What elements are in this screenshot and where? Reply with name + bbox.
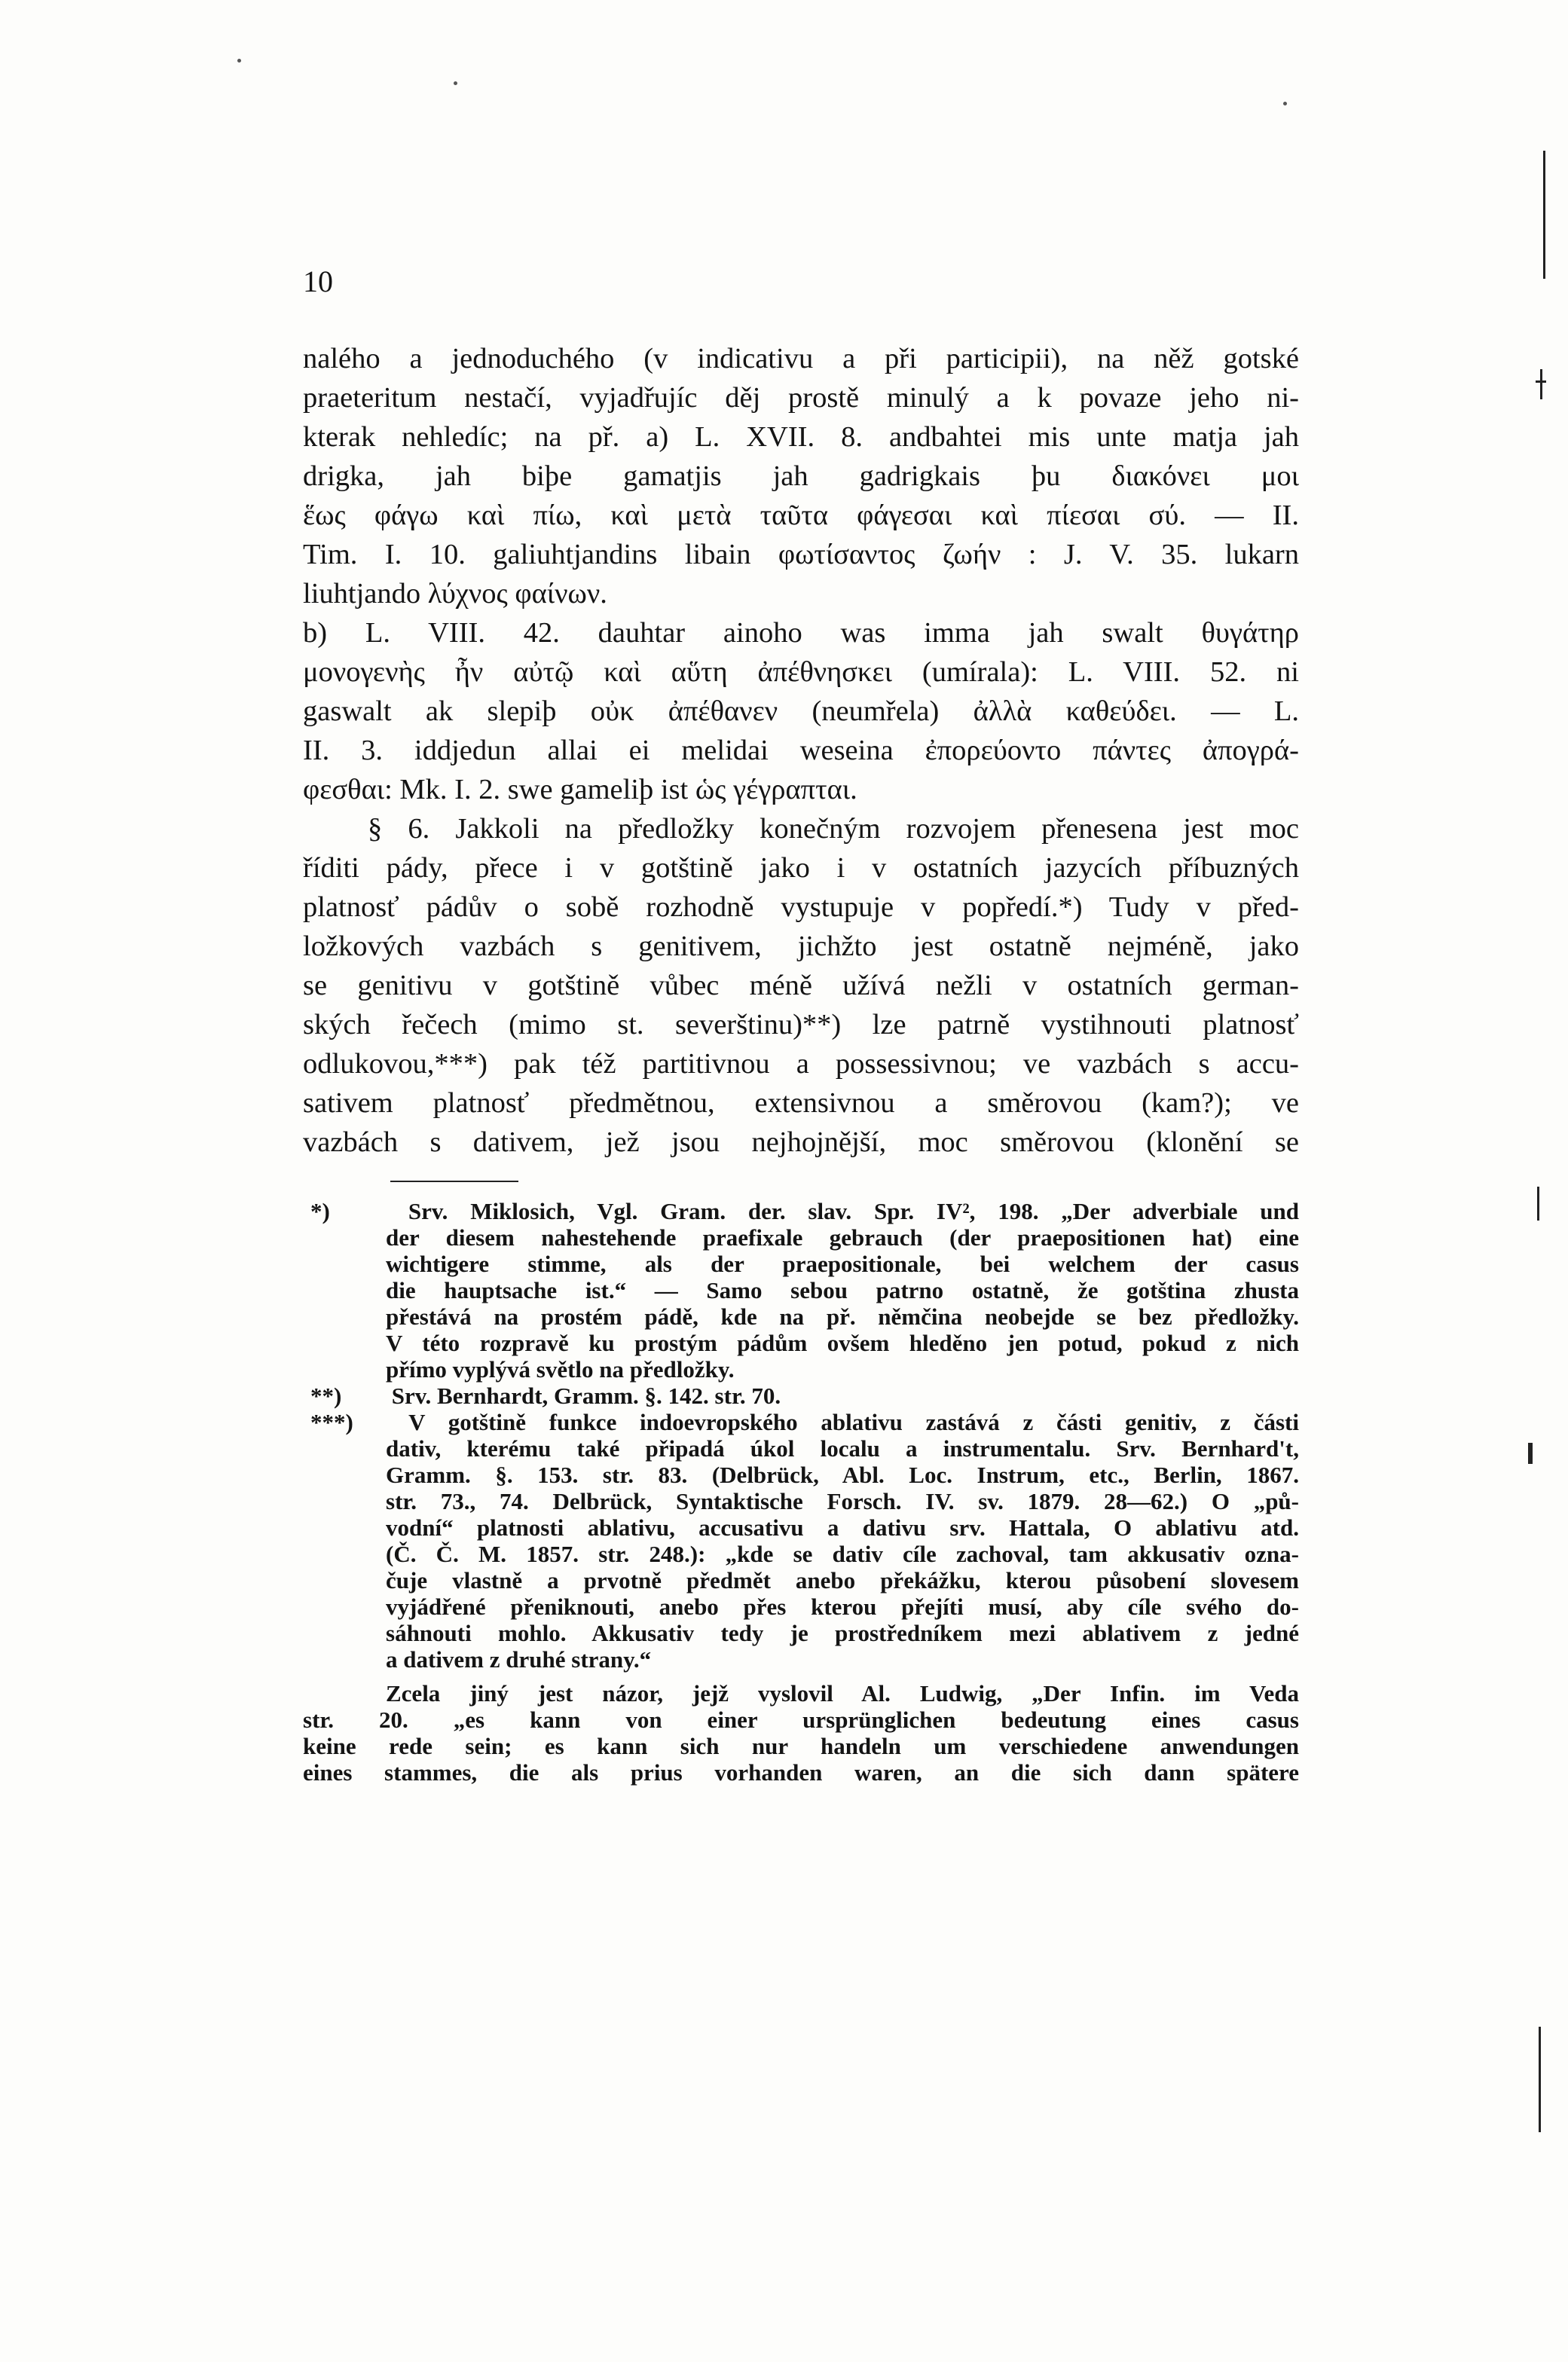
footnote-line: eines stammes, die als prius vorhanden waren, an die sich dann spätere [303,1759,1299,1786]
footnote-3 [303,1409,1299,1673]
footnote-line: Gramm. §. 153. str. 83. (Delbrück, Abl. Loc. Instrum, etc., Berlin, 1867. [386,1462,1299,1488]
scan-edge-mark [1528,1443,1533,1464]
footnote-line: vyjádřené přeniknouti, anebo přes kterou přejíti musí, aby cíle svého do- [386,1594,1299,1620]
footnote-2 [303,1383,1299,1409]
footnote-marker: **) [310,1383,342,1409]
footnote-line: str. 73., 74. Delbrück, Syntaktische Forsch. IV. sv. 1879. 28—62.) O „pů- [386,1488,1299,1514]
text-line: kterak nehledíc; na př. a) L. XVII. 8. andbahtei mis unte matja jah [303,421,1299,453]
footnote-line: vodní“ platnosti ablativu, accusativu a dativu srv. Hattala, O ablativu atd. [386,1514,1299,1541]
scan-edge-mark [1540,369,1542,399]
text-line: liuhtjando λύχνος φαίνων. [303,578,607,610]
text-line: μονογενὴς ἦν αὐτῷ καὶ αὕτη ἀπέθνησκει (umírala): L. VIII. 52. ni [303,656,1299,688]
text-line: odlukovou,***) pak též partitivnou a possessivnou; ve vazbách s accu- [303,1048,1299,1080]
footnote-line: (Č. Č. M. 1857. str. 248.): „kde se dativ cíle zachoval, tam akkusativ ozna- [386,1541,1299,1567]
text-line: se genitivu v gotštině vůbec méně užívá nežli v ostatních german- [303,970,1299,1001]
scan-speck [237,59,241,63]
text-line: platnosť pádův o sobě rozhodně vystupuje v popředí.*) Tudy v před- [303,891,1299,923]
footnote-line: Zcela jiný jest názor, jejž vyslovil Al. Ludwig, „Der Infin. im Veda [386,1680,1299,1707]
text-line: vazbách s dativem, jež jsou nejhojnější, moc směrovou (klonění se [303,1126,1299,1158]
text-line: praeteritum nestačí, vyjadřujíc děj prostě minulý a k povaze jeho ni- [303,382,1299,414]
footnote-continuation [303,1680,1299,1786]
text-line: nalého a jednoduchého (v indicativu a při participii), na něž gotské [303,343,1299,374]
scan-edge-mark [1543,151,1545,279]
footnote-line: die hauptsache ist.“ — Samo sebou patrno ostatně, že gotština zhusta [386,1277,1299,1303]
text-line: gaswalt ak slepiþ οὐκ ἀπέθανεν (neumřela) ἀλλὰ καθεύδει. — L. [303,695,1299,727]
text-line: b) L. VIII. 42. dauhtar ainoho was imma jah swalt θυγάτηρ [303,617,1299,649]
footnote-line: Srv. Bernhardt, Gramm. §. 142. str. 70. [391,1383,781,1409]
footnote-line: str. 20. „es kann von einer ursprünglichen bedeutung eines casus [303,1707,1299,1733]
footnote-line: keine rede sein; es kann sich nur handeln um verschiedene anwendungen [303,1733,1299,1759]
footnote-line: přímo vyplývá světlo na předložky. [386,1356,735,1383]
text-line: ložkových vazbách s genitivem, jichžto jest ostatně nejméně, jako [303,930,1299,962]
page-number: 10 [303,264,333,298]
footnote-line: čuje vlastně a prvotně předmět anebo překážku, kterou působení slovesem [386,1567,1299,1594]
text-line: říditi pády, přece i v gotštině jako i v ostatních jazycích příbuzných [303,852,1299,884]
footnote-line: a dativem z druhé strany.“ [386,1646,652,1673]
scan-edge-mark [1537,1187,1539,1221]
footnote-line: sáhnouti mohlo. Akkusativ tedy je prostředníkem mezi ablativem z jedné [386,1620,1299,1646]
section-heading-line: § 6. Jakkoli na předložky konečným rozvojem přenesena jest moc [368,813,1299,845]
footnote-line: Srv. Miklosich, Vgl. Gram. der. slav. Spr. IV², 198. „Der adverbiale und [408,1198,1300,1224]
footnote-separator [390,1181,518,1182]
footnote-marker: *) [310,1198,330,1224]
footnote-line: wichtigere stimme, als der praepositionale, bei welchem der casus [386,1251,1299,1277]
footnote-line: přestává na prostém pádě, kde na př. němčina neobejde se bez předložky. [386,1303,1299,1330]
footnotes [303,1198,1299,1786]
footnote-marker: ***) [310,1409,353,1435]
text-line: sativem platnosť předmětnou, extensivnou a směrovou (kam?); ve [303,1087,1299,1119]
scan-speck [454,81,457,85]
text-line: φεσθαι: Mk. I. 2. swe gameliþ ist ὡς γέγραπται. [303,774,857,805]
text-line: II. 3. iddjedun allai ei melidai weseina ἐπορεύοντο πάντες ἀπογρά- [303,735,1299,766]
scan-edge-mark [1539,2027,1541,2132]
footnote-line: V této rozpravě ku prostým pádům ovšem hleděno jen potud, pokud z nich [386,1330,1299,1356]
text-line: ἕως φάγω καὶ πίω, καὶ μετὰ ταῦτα φάγεσαι καὶ πίεσαι σύ. — II. [303,500,1299,531]
main-text [303,339,1299,1162]
text-line: drigka, jah biþe gamatjis jah gadrigkais þu διακόνει μοι [303,460,1299,492]
scan-speck [1283,102,1287,105]
text-line: ských řečech (mimo st. severštinu)**) lze patrně vystihnouti platnosť [303,1009,1299,1040]
footnote-1 [303,1198,1299,1383]
footnote-line: V gotštině funkce indoevropského ablativu zastává z části genitiv, z části [408,1409,1299,1435]
footnote-line: dativ, kterému také připadá úkol localu a instrumentalu. Srv. Bernhard't, [386,1435,1299,1462]
footnote-line: der diesem nahestehende praefixale gebrauch (der praepositionen hat) eine [386,1224,1299,1251]
text-line: Tim. I. 10. galiuhtjandins libain φωτίσαντος ζωήν : J. V. 35. lukarn [303,539,1299,570]
